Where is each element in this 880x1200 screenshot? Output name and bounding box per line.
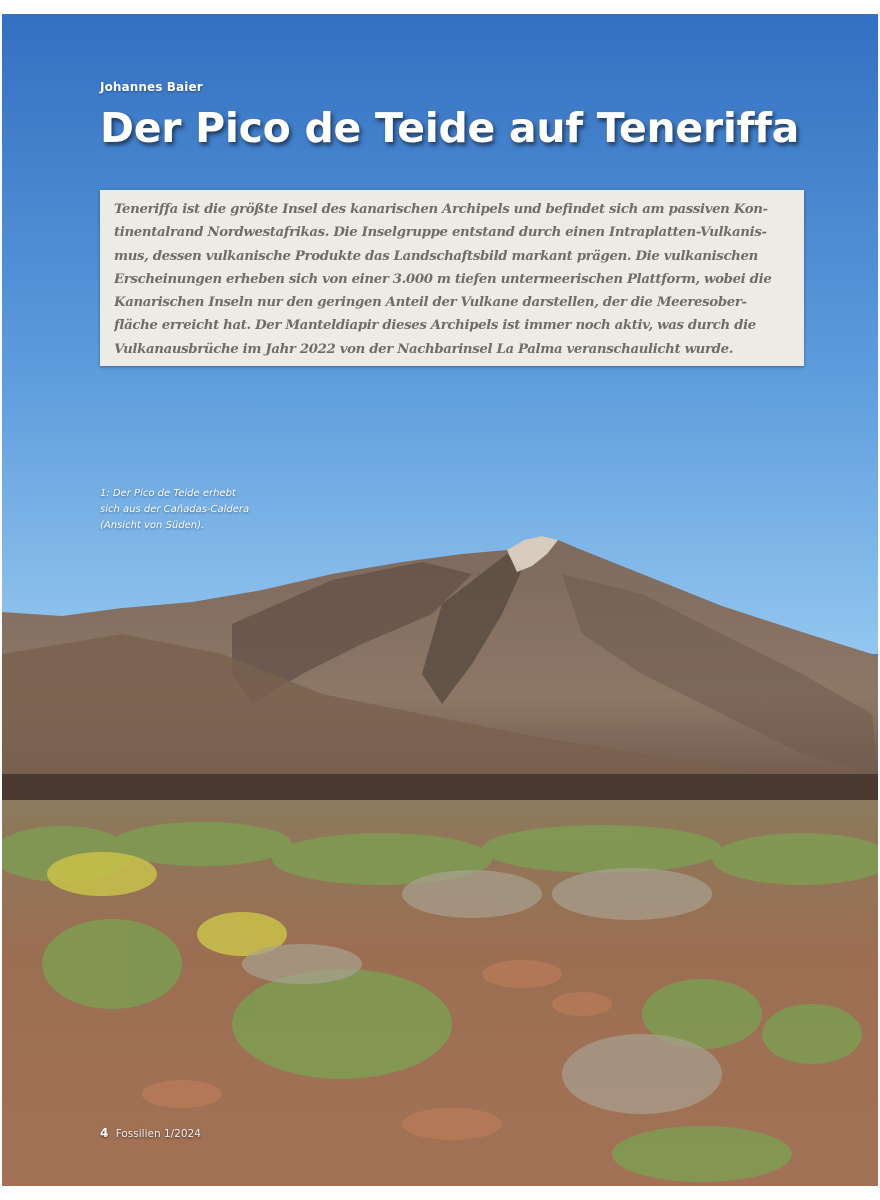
magazine-page — [2, 14, 878, 1186]
intro-line: Teneriffa ist die größte Insel des kanarischen Archipels und befindet sich am passiven Kon- — [114, 202, 768, 217]
intro-line: Erscheinungen erheben sich von einer 3.000 m tiefen untermeerischen Plattform, wobei die — [114, 271, 772, 287]
intro-line: fläche erreicht hat. Der Manteldiapir dieses Archipels ist immer noch aktiv, was durch die — [114, 318, 756, 334]
caption-line: 1: Der Pico de Teide erhebt — [100, 488, 236, 499]
intro-line: mus, dessen vulkanische Produkte das Landschaftsbild markant prägen. Die vulkanischen — [114, 248, 758, 264]
author-name: Johannes Baier — [100, 80, 203, 94]
intro-line: Vulkanausbrüche im Jahr 2022 von der Nachbarinsel La Palma veranschaulicht wurde. — [114, 341, 733, 357]
article-title: Der Pico de Teide auf Teneriffa — [100, 104, 800, 152]
intro-line: tinentalrand Nordwestafrikas. Die Inselgruppe entstand durch einen Intraplatten-Vulkanis- — [114, 225, 767, 241]
page-number: 4 — [100, 1126, 109, 1140]
caption-line: (Ansicht von Süden). — [100, 520, 205, 531]
issue-label: Fossilien 1/2024 — [115, 1128, 201, 1140]
figure-caption — [100, 486, 300, 534]
intro-box — [100, 190, 804, 366]
intro-line: Kanarischen Inseln nur den geringen Anteil der Vulkane darstellen, der die Meeresober- — [114, 295, 747, 311]
page-footer — [100, 1126, 201, 1140]
caption-line: sich aus der Cañadas-Caldera — [100, 504, 250, 515]
